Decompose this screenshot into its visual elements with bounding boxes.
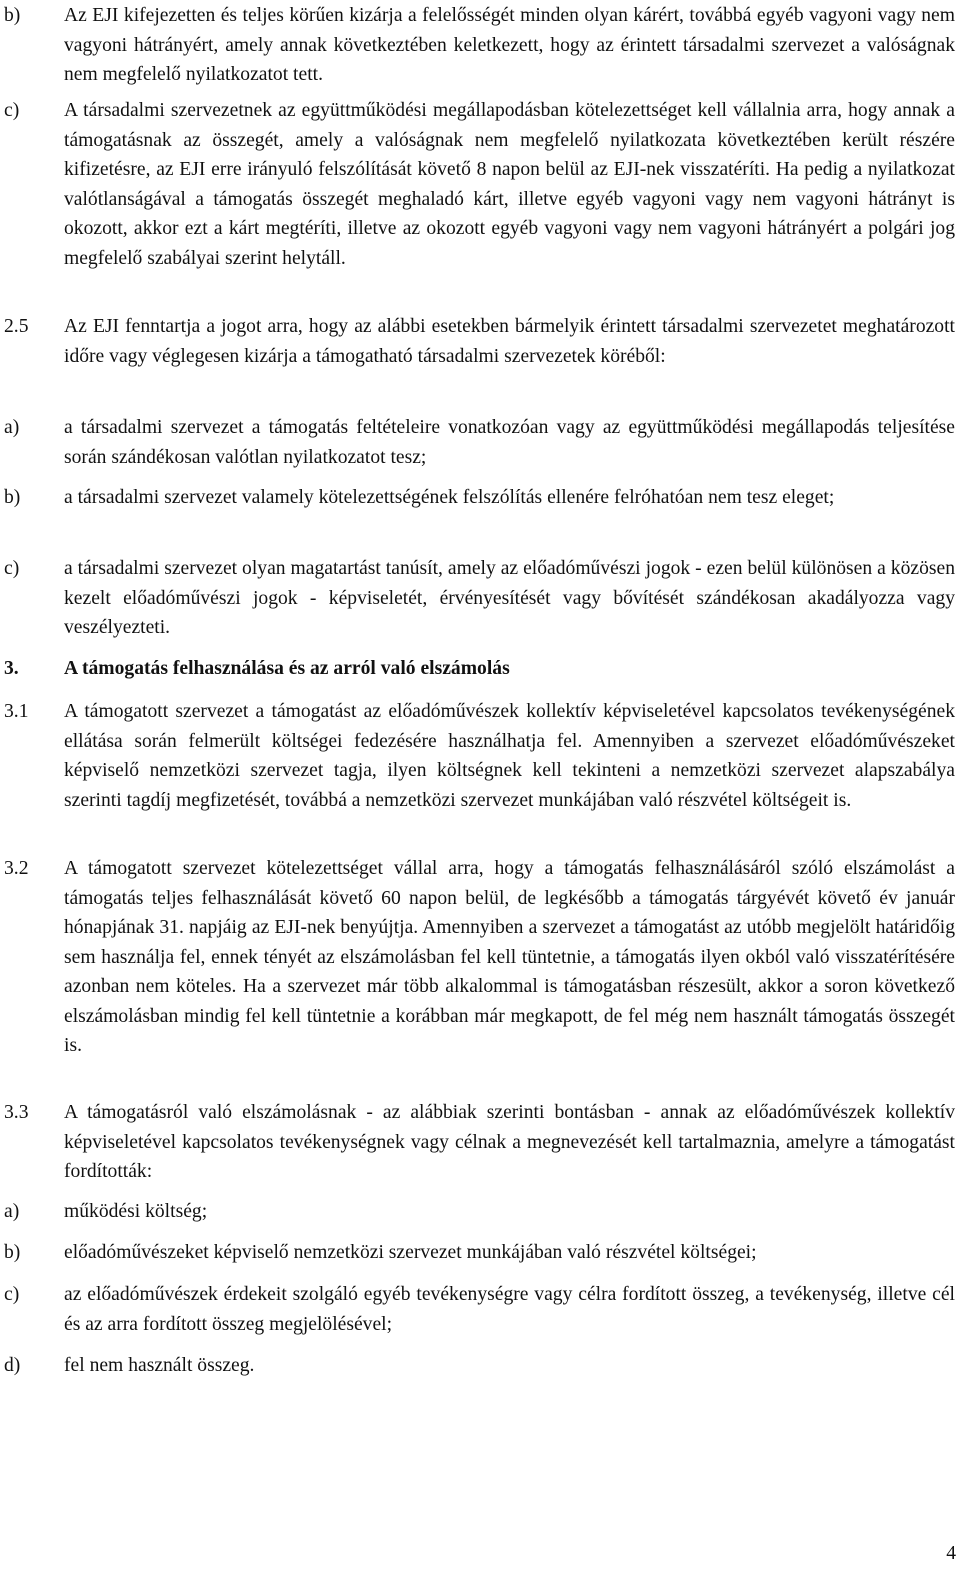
list-text: az előadóművészek érdekeit szolgáló egyéb tevékenységre vagy célra fordított összeg, a tevékenység, illetve cél és az arra fordított összeg megjelölésével; [64,1284,955,1335]
list-label: a) [4,417,20,438]
list-item-a [0,1197,960,1227]
list-item-d [0,1351,960,1381]
section-2-5 [0,312,960,371]
list-item-c [0,1280,960,1339]
section-number: 3.2 [4,858,29,879]
page-number: 4 [946,1543,956,1564]
section-3-3 [0,1098,960,1187]
list-text: működési költség; [64,1201,208,1222]
paragraph-text: A támogatott szervezet kötelezettséget vállal arra, hogy a támogatás felhasználásáról szóló elszámolást a támogatás teljes felhasználását követő 60 napon belül, de legkésőbb a támogatás tárgyévét követő év január hónapjának 31. napjáig az EJI-nek benyújtja. Amennyiben a szervezet a támogatást az utóbb megjelölt határidőig sem használja fel, ennek tényét az elszámolásban fel kell tüntetnie, a támogatás ilyen okból való visszatérítésére azonban nem köteles. Ha a szervezet már több alkalommal is támogatásban részesült, akkor a soron következő elszámolásban mindig fel kell tüntetnie a korábban már megkapott, de fel még nem használt támogatás összegét is. [64,858,955,1056]
section-3-1 [0,697,960,815]
list-item-b [0,1238,960,1268]
paragraph-text: A társadalmi szervezetnek az együttműködési megállapodásban kötelezettséget kell vállalnia arra, hogy annak a támogatásnak az összegét, amely a valóságnak nem megfelelő nyilatkozata következtében került részére kifizetésre, az EJI erre irányuló felszólítását követő 8 napon belül az EJI-nek visszatéríti. Ha pedig a nyilatkozat valótlanságával a támogatás összegét meghaladó kárt, illetve egyéb vagyoni vagy nem vagyoni hátrányt is okozott, akkor ezt a kárt megtéríti, illetve az okozott egyéb vagyoni vagy nem vagyoni hátrányért a polgári jog megfelelő szabályai szerint helytáll. [64,100,955,269]
section-number: 2.5 [4,316,29,337]
list-item-a [0,413,960,472]
paragraph-text: Az EJI kifejezetten és teljes körűen kizárja a felelősségét minden olyan kárért, továbbá egyéb vagyoni vagy nem vagyoni hátrányért, amely annak következtében keletkezett, hogy az érintett társadalmi szervezet a valóságnak nem megfelelő nyilatkozatot tett. [64,5,955,85]
list-text: a társadalmi szervezet a támogatás feltételeire vonatkozóan vagy az együttműködési megállapodás teljesítése során szándékosan valótlan nyilatkozatot tesz; [64,417,955,468]
list-label: b) [4,1242,21,1263]
paragraph-c-reimbursement [0,96,960,273]
paragraph-text: A támogatott szervezet a támogatást az előadóművészek kollektív képviseletével kapcsolatos tevékenységének ellátása során felmerült költségei fedezésére használhatja fel. Amennyiben a szervezet előadóművészeket képviselő nemzetközi szervezet tagja, ilyen költségnek kell tekinteni a nemzetközi szervezet alapszabálya szerinti tagdíj megfizetését, továbbá a nemzetközi szervezet munkájában való részvétel költségeit is. [64,701,955,811]
section-title: A támogatás felhasználása és az arról való elszámolás [64,658,510,679]
paragraph-label: c) [4,100,20,121]
list-text: a társadalmi szervezet olyan magatartást tanúsít, amely az előadóművészi jogok - ezen belül különösen a közösen kezelt előadóművészi jogok - képviseletét, érvényesítését vagy bővítését szándékosan akadályozza vagy veszélyezteti. [64,558,955,638]
list-item-b [0,483,960,513]
list-item-c [0,554,960,643]
list-text: a társadalmi szervezet valamely kötelezettségének felszólítás ellenére felróhatóan nem tesz eleget; [64,487,835,508]
paragraph-label: b) [4,5,21,26]
list-label: d) [4,1355,21,1376]
section-number: 3.3 [4,1102,29,1123]
list-text: fel nem használt összeg. [64,1355,255,1376]
section-3-2 [0,854,960,1061]
list-text: előadóművészeket képviselő nemzetközi szervezet munkájában való részvétel költségei; [64,1242,757,1263]
paragraph-text: A támogatásról való elszámolásnak - az alábbiak szerinti bontásban - annak az előadóművészek kollektív képviseletével kapcsolatos tevékenységnek vagy célnak a megnevezését kell tartalmaznia, amelyre a támogatást fordították: [64,1102,955,1182]
section-number: 3.1 [4,701,29,722]
list-label: c) [4,558,20,579]
list-label: b) [4,487,21,508]
list-label: a) [4,1201,20,1222]
list-label: c) [4,1284,20,1305]
paragraph-text: Az EJI fenntartja a jogot arra, hogy az alábbi esetekben bármelyik érintett társadalmi szervezetet meghatározott időre vagy véglegesen kizárja a támogatható társadalmi szervezetek köréből: [64,316,955,367]
paragraph-b-liability [0,1,960,90]
section-number: 3. [4,658,19,679]
section-3-heading [0,654,960,684]
